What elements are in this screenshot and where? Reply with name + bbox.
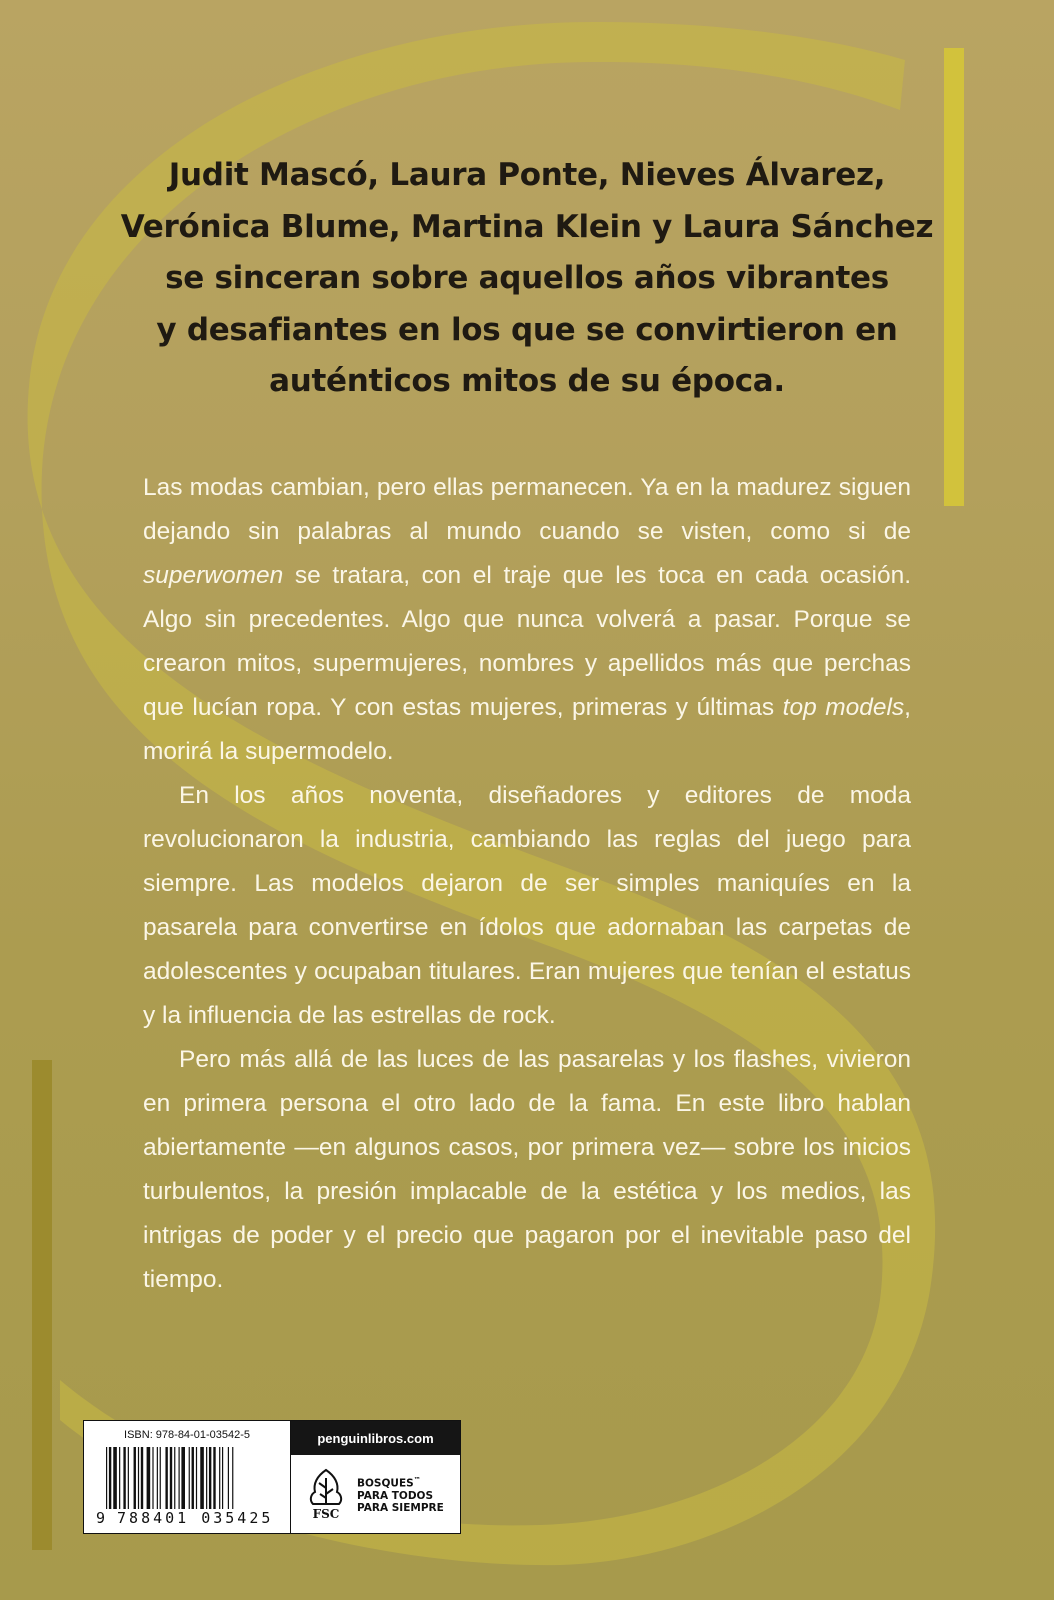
s-letter-serif-bottom bbox=[32, 1060, 52, 1550]
blurb-heading bbox=[110, 150, 944, 408]
barcode-panel bbox=[83, 1420, 461, 1534]
barcode-digits-right: 035425 bbox=[201, 1509, 274, 1527]
text-run: Las modas cambian, pero ellas permanecen. Ya en la madurez siguen dejando sin palabras al mundo cuando se visten, como si de bbox=[143, 474, 911, 545]
barcode-bar bbox=[192, 1447, 194, 1509]
blurb-line: auténticos mitos de su época. bbox=[269, 363, 785, 399]
barcode-bar bbox=[189, 1447, 190, 1509]
barcode-bar bbox=[109, 1447, 111, 1509]
barcode-bar bbox=[152, 1447, 153, 1509]
barcode-bar bbox=[179, 1447, 180, 1509]
fsc-tree-icon bbox=[303, 1466, 349, 1522]
publisher-website: penguinlibros.com bbox=[291, 1421, 460, 1455]
text-run: se tratara, con el traje que les toca en cada ocasión. Algo sin precedentes. Algo que nunca volverá a pasar. Porque se crearon mitos, supermujeres, nombres y apellidos más que perchas que lucían ropa. Y con estas mujeres, primeras y últimas bbox=[143, 562, 911, 721]
italic-term: top models bbox=[782, 694, 905, 721]
barcode-bar bbox=[141, 1447, 143, 1509]
text-run: , morirá la supermodelo. bbox=[143, 694, 911, 765]
barcode-bar bbox=[106, 1447, 107, 1509]
barcode-bar bbox=[170, 1447, 172, 1509]
isbn-barcode bbox=[84, 1421, 291, 1533]
barcode-bar bbox=[213, 1447, 215, 1509]
barcode-bar bbox=[128, 1447, 129, 1509]
barcode-digits bbox=[96, 1509, 284, 1527]
isbn-label: ISBN: 978-84-01-03542-5 bbox=[124, 1429, 250, 1441]
s-letter-serif-top bbox=[944, 48, 964, 506]
trademark-symbol: ™ bbox=[413, 1476, 421, 1485]
paragraph-1 bbox=[143, 466, 911, 774]
fsc-block bbox=[291, 1455, 460, 1533]
barcode-bar bbox=[174, 1447, 175, 1509]
barcode-bar bbox=[200, 1447, 204, 1509]
barcode-bar bbox=[119, 1447, 120, 1509]
barcode-bar bbox=[196, 1447, 197, 1509]
barcode-bar bbox=[147, 1447, 151, 1509]
barcode-bar bbox=[138, 1447, 139, 1509]
blurb-line: y desafiantes en los que se convirtieron en bbox=[156, 311, 898, 348]
barcode-bar bbox=[219, 1447, 220, 1509]
barcode-bar bbox=[209, 1447, 211, 1509]
fsc-line bbox=[357, 1474, 444, 1490]
barcode-digit-lead: 9 bbox=[96, 1509, 106, 1527]
barcode-bar bbox=[165, 1447, 167, 1509]
barcode-bar bbox=[134, 1447, 136, 1509]
barcode-bar bbox=[232, 1447, 233, 1509]
barcode-bar bbox=[206, 1447, 207, 1509]
fsc-label: FSC bbox=[312, 1507, 340, 1521]
barcode-bar bbox=[157, 1447, 158, 1509]
synopsis-text bbox=[143, 466, 911, 1302]
barcode-bar bbox=[160, 1447, 161, 1509]
barcode-bar bbox=[181, 1447, 185, 1509]
barcode-bar bbox=[228, 1447, 229, 1509]
barcode-bars bbox=[106, 1447, 276, 1509]
blurb-line: Judit Mascó, Laura Ponte, Nieves Álvarez, bbox=[168, 157, 886, 193]
blurb-line: Verónica Blume, Martina Klein y Laura Sánchez bbox=[120, 208, 934, 245]
italic-term: superwomen bbox=[143, 562, 284, 589]
barcode-bar bbox=[222, 1447, 223, 1509]
fsc-line2: PARA TODOS bbox=[357, 1489, 434, 1502]
publisher-panel bbox=[291, 1421, 460, 1533]
fsc-line1: BOSQUES bbox=[357, 1477, 414, 1490]
barcode-bar bbox=[123, 1447, 125, 1509]
paragraph-3: Pero más allá de las luces de las pasarelas y los flashes, vivieron en primera persona el otro lado de la fama. En este libro hablan abiertamente —en algunos casos, por primera vez— sobre los inicios turbulentos, la presión implacable de la estética y los medios, las intrigas de poder y el precio que pagaron por el inevitable paso del tiempo. bbox=[143, 1046, 911, 1293]
blurb-line: se sinceran sobre aquellos años vibrantes bbox=[165, 260, 889, 296]
barcode-bar bbox=[113, 1447, 117, 1509]
fsc-slogan bbox=[357, 1474, 444, 1514]
fsc-line3: PARA SIEMPRE bbox=[357, 1501, 444, 1514]
barcode-digits-left: 788401 bbox=[117, 1509, 190, 1527]
paragraph-2: En los años noventa, diseñadores y editores de moda revolucionaron la industria, cambiando las reglas del juego para siempre. Las modelos dejaron de ser simples maniquíes en la pasarela para convertirse en ídolos que adornaban las carpetas de adolescentes y ocupaban titulares. Eran mujeres que tenían el estatus y la influencia de las estrellas de rock. bbox=[143, 782, 911, 1029]
